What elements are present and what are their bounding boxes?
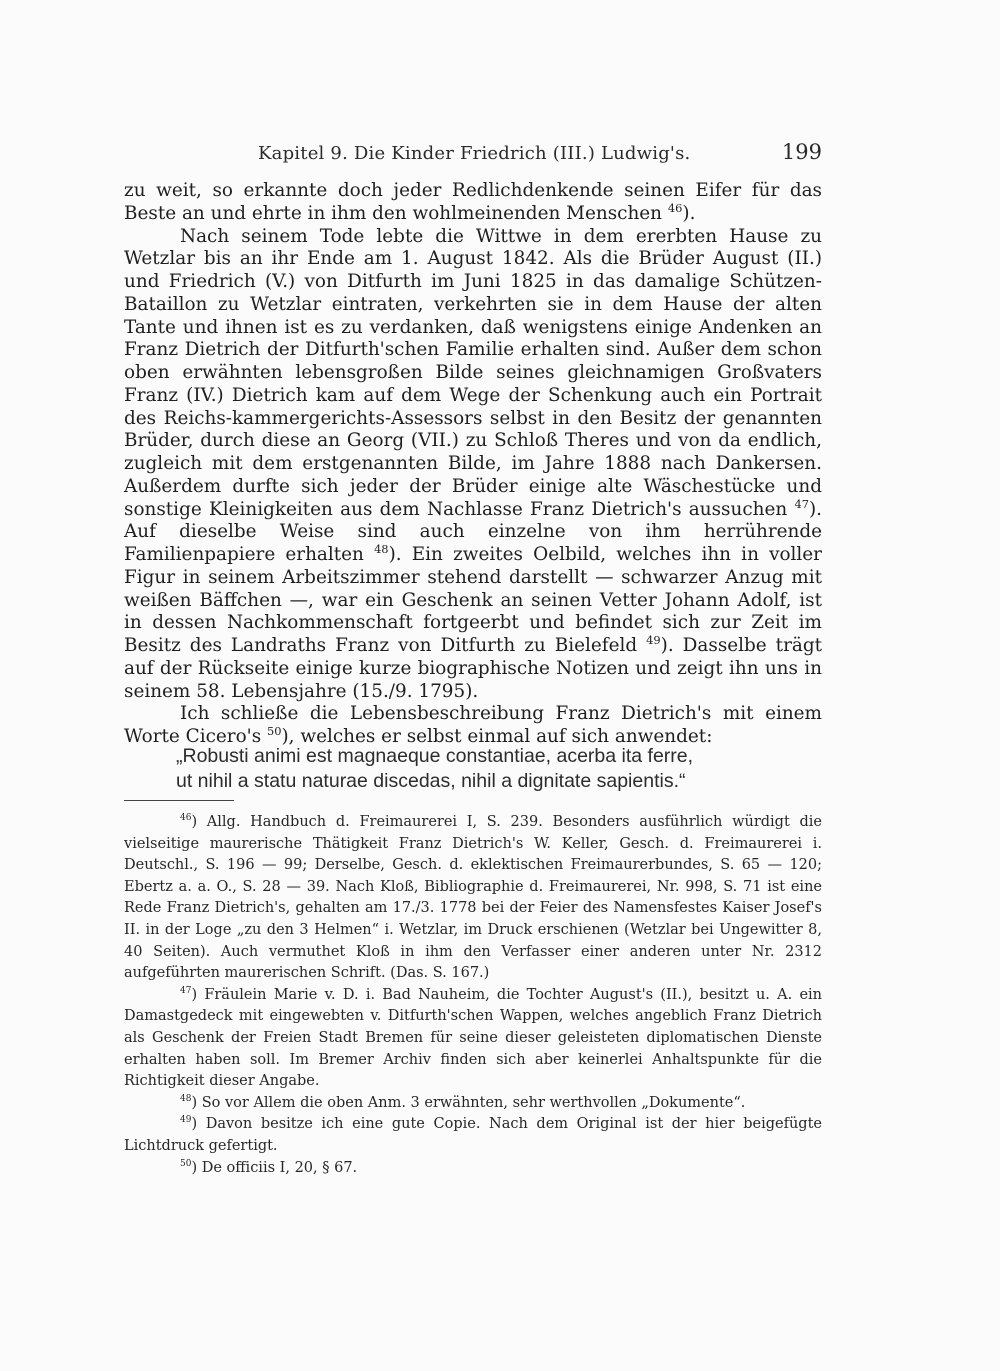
footnote-ref-50: 50 bbox=[267, 723, 282, 738]
latin-quote bbox=[176, 744, 826, 794]
footnote-49: $^{49}$) Davon besitze ich eine gute Copie. Nach dem Original ist der hier beigefügte Lichtdruck gefertigt. bbox=[124, 1115, 822, 1154]
footnote-separator bbox=[124, 800, 234, 801]
paragraph-2: Nach seinem Tode lebte die Wittwe in dem ererbten Hause zu Wetzlar bis an ihr Ende am 1. August 1842. Als die Brüder August (II.) und Friedrich (V.) von Ditfurth im Juni 1825 in das damalige Schützen-Bataillon zu Wetzlar eintraten, verkehrten sie in dem Hause der alten Tante und ihnen ist es zu verdanken, daß wenigstens einige Andenken an Franz Dietrich der Ditfurth'schen Familie erhalten sind. Außer dem schon oben erwähnten lebensgroßen Bilde seines gleichnamigen Großvaters Franz (IV.) Dietrich kam auf dem Wege der Schenkung auch ein Portrait des Reichs-kammergerichts-Assessors selbst in den Besitz der genannten Brüder, durch diese an Georg (VII.) zu Schloß Theres und von da endlich, zugleich mit dem erstgenannten Bilde, im Jahre 1888 nach Dankersen. Außerdem durfte sich jeder der Brüder einige alte Wäschestücke und sonstige Kleinigkeiten aus dem Nachlasse Franz Dietrich's aussuchen $^{47}$). Auf dieselbe Weise sind auch einzelne von ihm herrührende Familienpapiere erhalten $^{48}$). Ein zweites Oelbild, welches ihn in voller Figur in seinem Arbeitszimmer stehend darstellt — schwarzer Anzug mit weißen Bäffchen —, war ein Geschenk an seinen Vetter Johann Adolf, ist in dessen Nachkommenschaft fortgeerbt und befindet sich zur Zeit im Besitz des Landraths Franz von Ditfurth zu Bielefeld $^{49}$). Dasselbe trägt auf der Rückseite einige kurze biographische Notizen und zeigt ihn uns in seinem 58. Lebensjahre (15./9. 1795). bbox=[124, 225, 822, 702]
footnote-50: $^{50}$) De officiis I, 20, § 67. bbox=[180, 1158, 358, 1176]
footnote-ref-49: 49 bbox=[646, 632, 661, 647]
running-header bbox=[258, 140, 822, 170]
paragraph-1: zu weit, so erkannte doch jeder Redlichdenkende seinen Eifer für das Beste an und ehrte in ihm den wohlmeinenden Menschen $^{46}$). bbox=[124, 180, 822, 224]
footnote-ref-46: 46 bbox=[667, 200, 683, 215]
footnote-47: $^{47}$) Fräulein Marie v. D. i. Bad Nauheim, die Tochter August's (II.), besitzt u. A. ein Damastgedeck mit eingewebten v. Ditfurth'schen Wappen, welches angeblich Franz Dietrich als Geschenk der Freien Stadt Bremen für seine dieser geleisteten diplomatischen Dienste erhalten haben soll. Im Bremer Archiv finden sich aber keinerlei Anhaltspunkte für die Richtigkeit dieser Angabe. bbox=[124, 985, 822, 1090]
footnotes bbox=[124, 812, 822, 1179]
page-number: 199 bbox=[781, 140, 822, 164]
footnote-ref-47: 47 bbox=[794, 496, 809, 511]
footnote-46: $^{46}$) Allg. Handbuch d. Freimaurerei I, S. 239. Besonders ausführlich würdigt die vielseitige maurerische Thätigkeit Franz Dietrich's W. Keller, Gesch. d. Freimaurerei i. Deutschl., S. 196 — 99; Derselbe, Gesch. d. eklektischen Freimaurerbundes, S. 65 — 120; Ebertz a. a. O., S. 28 — 39. Nach Kloß, Bibliographie d. Freimaurerei, Nr. 998, S. 71 ist eine Rede Franz Dietrich's, gehalten am 17./3. 1778 bei der Feier des Namensfestes Kaiser Josef's II. in der Loge „zu den 3 Helmen“ i. Wetzlar, im Druck erschienen (Wetzlar bei Ungewitter 8, 40 Seiten). Auch vermuthet Kloß in ihm den Verfasser einer anderen unter Nr. 2312 aufgeführten maurerischen Schrift. (Das. S. 167.) bbox=[124, 813, 822, 982]
main-text bbox=[124, 180, 822, 749]
quote-line-2: ut nihil a statu naturae discedas, nihil a dignitate sapientis.“ bbox=[176, 770, 686, 792]
quote-line-1: „Robusti animi est magnaeque constantiae, acerba ita ferre, bbox=[176, 745, 694, 767]
paragraph-3: Ich schließe die Lebensbeschreibung Franz Dietrich's mit einem Worte Cicero's $^{50}$), welches er selbst einmal auf sich anwendet: bbox=[124, 703, 822, 747]
footnote-48: $^{48}$) So vor Allem die oben Anm. 3 erwähnten, sehr werthvollen „Dokumente“. bbox=[180, 1093, 746, 1111]
running-title: Kapitel 9. Die Kinder Friedrich (III.) Ludwig's. bbox=[258, 143, 691, 164]
footnote-ref-48: 48 bbox=[374, 541, 389, 556]
